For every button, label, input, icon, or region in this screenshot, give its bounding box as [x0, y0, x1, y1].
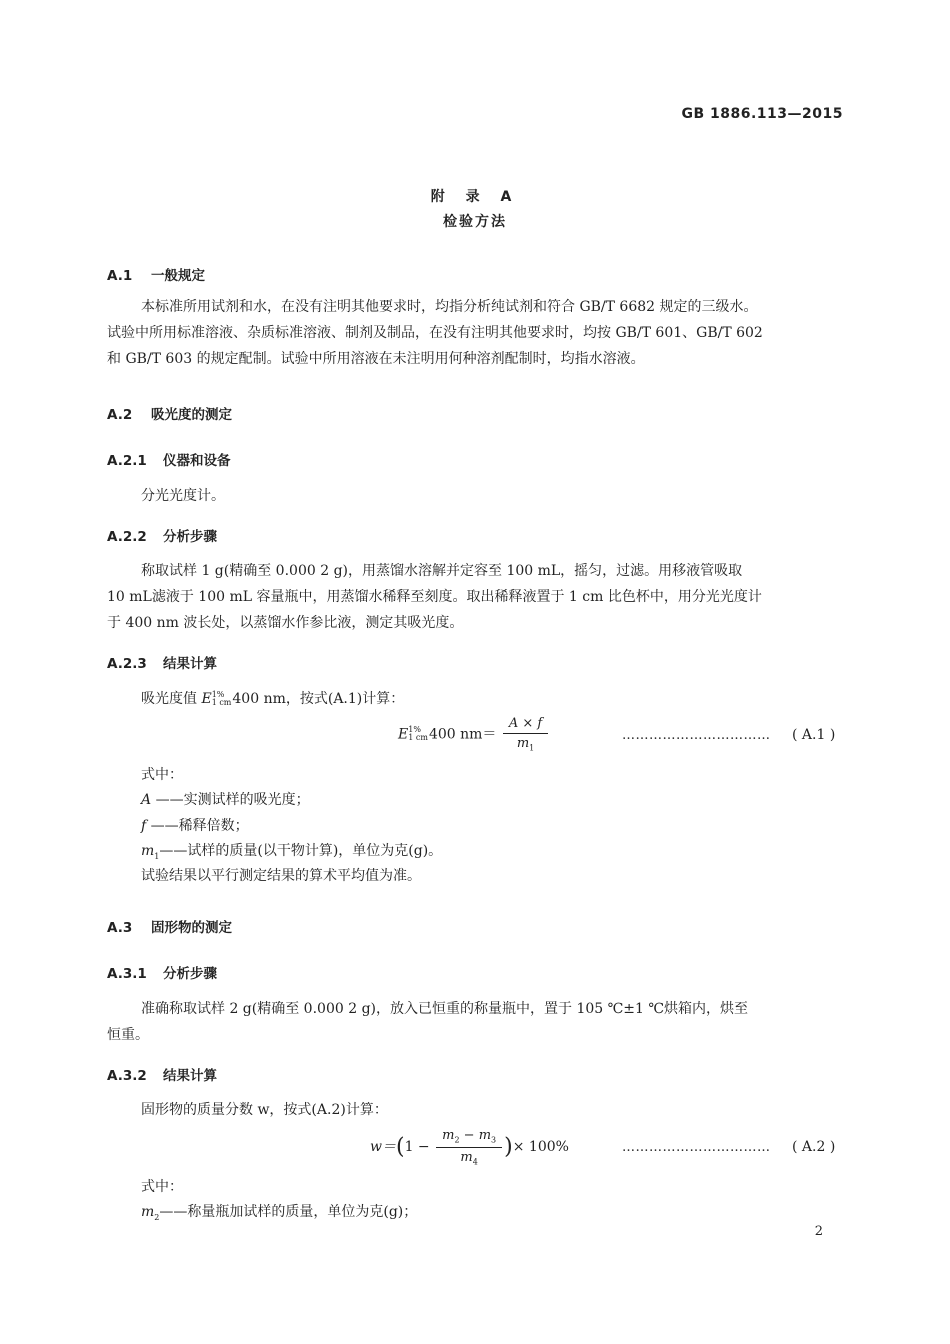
heading-title: 分析步骤: [163, 529, 217, 545]
appendix-subtitle: 检验方法: [443, 214, 507, 230]
heading-title: 结果计算: [163, 1068, 217, 1084]
conclusion: 试验结果以平行测定结果的算术平均值为准。: [141, 868, 421, 884]
heading-number: A.2.1: [107, 453, 147, 469]
paragraph-line: 试验中所用标准溶液、杂质标准溶液、制剂及制品，在没有注明其他要求时，均按 GB/T 601、GB/T 602: [107, 325, 763, 341]
page-number: 2: [814, 1224, 823, 1239]
heading-a1: [107, 264, 205, 284]
heading-number: A.3.2: [107, 1068, 147, 1084]
paragraph-line: 准确称取试样 2 g(精确至 0.000 2 g)，放入已恒重的称量瓶中，置于 105 ℃±1 ℃烘箱内，烘至: [141, 1001, 749, 1017]
heading-number: A.1: [107, 268, 133, 284]
formula-intro: 固形物的质量分数 w，按式(A.2)计算：: [141, 1102, 388, 1118]
heading-title: 吸光度的测定: [151, 407, 232, 423]
definition-f: f ——稀释倍数；: [141, 818, 249, 834]
heading-a32: [107, 1064, 217, 1084]
fraction: $\frac{A \times f}{m_1}$: [503, 716, 548, 753]
heading-title: 一般规定: [151, 268, 205, 284]
heading-number: A.2.2: [107, 529, 147, 545]
heading-title: 结果计算: [163, 656, 217, 672]
where-label: 式中：: [141, 1179, 183, 1195]
heading-a31: [107, 962, 217, 982]
heading-title: 分析步骤: [163, 966, 217, 982]
heading-a23: [107, 652, 217, 672]
heading-a22: [107, 525, 217, 545]
heading-a3: [107, 916, 232, 936]
heading-title: 仪器和设备: [163, 453, 231, 469]
heading-number: A.3.1: [107, 966, 147, 982]
definition-A: A ——实测试样的吸光度；: [141, 792, 310, 808]
formula-a2: w＝(1 − $\frac{m_2 - m_3}{m_4}$ )× 100%: [370, 1128, 569, 1167]
equation-leader: ……………………………: [622, 1140, 771, 1155]
paragraph-line: 本标准所用试剂和水，在没有注明其他要求时，均指分析纯试剂和符合 GB/T 6682 规定的三级水。: [141, 299, 758, 315]
equation-label: ( A.1 ): [792, 727, 836, 743]
heading-a21: [107, 449, 231, 469]
doc-id: GB 1886.113—2015: [681, 106, 843, 122]
heading-a2: [107, 403, 232, 423]
definition-m2: $m_2——$称量瓶加试样的质量，单位为克(g)；: [141, 1204, 418, 1222]
appendix-title: 附 录 A: [430, 189, 520, 205]
fraction: $\frac{m_2 - m_3}{m_4}$: [436, 1128, 502, 1166]
paragraph-line: 分光光度计。: [141, 488, 225, 504]
paragraph-line: 于 400 nm 波长处，以蒸馏水作参比液，测定其吸光度。: [107, 615, 464, 631]
where-label: 式中：: [141, 767, 183, 783]
heading-number: A.2.3: [107, 656, 147, 672]
formula-a1: E1% 1 cm400 nm＝ $\frac{A \times f}{m_1}$: [398, 716, 550, 753]
symbol-E: E: [201, 691, 212, 707]
heading-title: 固形物的测定: [151, 920, 232, 936]
paragraph-line: 10 mL滤液于 100 mL 容量瓶中，用蒸馏水稀释至刻度。取出稀释液置于 1 cm 比色杯中，用分光光度计: [107, 589, 762, 605]
equation-leader: ……………………………: [622, 728, 771, 743]
heading-number: A.3: [107, 920, 133, 936]
formula-intro: 吸光度值 E1% 1 cm400 nm，按式(A.1)计算：: [141, 690, 405, 707]
heading-number: A.2: [107, 407, 133, 423]
paragraph-line: 和 GB/T 603 的规定配制。试验中所用溶液在未注明用何种溶剂配制时，均指水溶液。: [107, 351, 645, 367]
paragraph-line: 称取试样 1 g(精确至 0.000 2 g)，用蒸馏水溶解并定容至 100 mL，摇匀，过滤。用移液管吸取: [141, 563, 743, 579]
equation-label: ( A.2 ): [792, 1139, 836, 1155]
paragraph-line: 恒重。: [107, 1027, 149, 1043]
definition-m1: $m_1——$试样的质量(以干物计算)，单位为克(g)。: [141, 843, 443, 861]
